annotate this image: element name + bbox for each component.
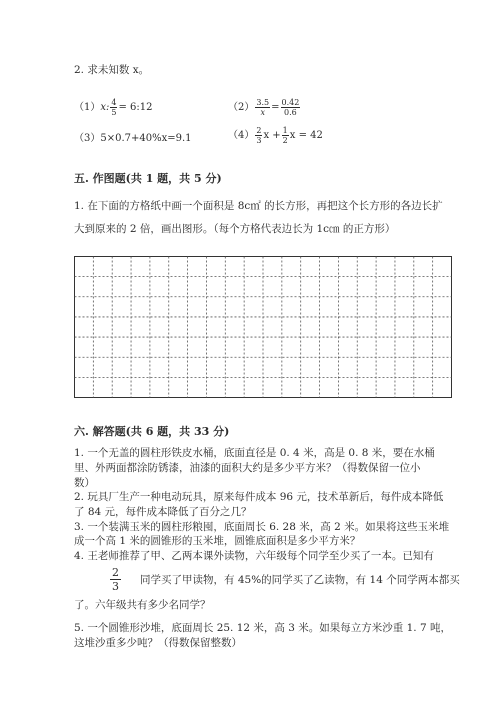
fraction-denominator: 3 <box>112 580 119 593</box>
fraction-4-5 <box>110 98 117 117</box>
fraction-1-2 <box>282 126 289 145</box>
equation-3: （3）5×0.7+40%x=9.1 <box>74 133 192 144</box>
fraction-0.42-0.6 <box>281 98 301 117</box>
fraction-numerator: 4 <box>111 98 117 107</box>
section-5-heading: 五. 作图题(共 1 题，共 5 分) <box>74 172 222 185</box>
problem-1-line-1: 1. 一个无盖的圆柱形铁皮水桶，底面直径是 0. 4 米，高是 0. 8 米，要在水桶 <box>74 447 435 459</box>
section-5-question-line-2: 大到原来的 2 倍，画出图形。（每个方格代表边长为 1c㎝ 的正方形） <box>74 223 396 235</box>
section-6-heading: 六. 解答题(共 6 题，共 33 分) <box>74 425 230 438</box>
problem-4-line-3: 了。六年级共有多少名同学？ <box>74 599 211 611</box>
problem-3-line-2: 成一个高 1 米的圆锥形的玉米堆，圆锥底面积是多少平方米？ <box>74 535 361 547</box>
problem-1-line-3: 数） <box>74 477 95 489</box>
fraction-numerator: 3.5 <box>256 98 270 107</box>
equation-4-post: x = 42 <box>289 130 323 141</box>
fraction-numerator: 1 <box>282 126 288 135</box>
fraction-numerator: 2 <box>112 566 119 579</box>
question-2-title: 2. 求未知数 x。 <box>74 64 150 76</box>
equation-2-label: （2） <box>228 102 255 113</box>
drawing-grid <box>74 256 452 398</box>
problem-4-line-1: 4. 王老师推荐了甲、乙两本课外读物，六年级每个同学至少买了一本。已知有 <box>74 550 434 562</box>
equation-4 <box>228 126 323 145</box>
fraction-denominator: 5 <box>111 108 117 117</box>
problem-2-line-1: 2. 玩具厂生产一种电动玩具，原来每件成本 96 元，技术革新后，每件成本降低 <box>74 491 444 503</box>
equation-4-label: （4） <box>228 130 255 141</box>
problem-4-fraction-2-3 <box>110 566 121 593</box>
fraction-denominator: 2 <box>282 136 288 145</box>
fraction-denominator: 0.6 <box>284 108 297 117</box>
fraction-numerator: 0.42 <box>281 98 300 107</box>
problem-5-line-1: 5. 一个圆锥形沙堆，底面周长 25. 12 米，高 3 米。如果每立方米沙重 1. 7 吨， <box>74 622 451 634</box>
equation-1-label: （1） <box>74 102 101 113</box>
problem-4-line-2: 同学买了甲读物，有 45%的同学买了乙读物，有 14 个同学两本都买 <box>140 574 460 586</box>
problem-3-line-1: 3. 一个装满玉米的圆柱形粮囤，底面周长 6. 28 米，高 2 米。如果将这些玉米堆 <box>74 521 450 533</box>
fraction-2-3 <box>255 126 262 145</box>
problem-5-line-2: 这堆沙重多少吨？（得数保留整数） <box>74 637 242 649</box>
equals-sign: = <box>271 102 280 113</box>
problem-2-line-2: 了 84 元，每件成本降低了百分之几？ <box>74 506 252 518</box>
fraction-numerator: 2 <box>256 126 262 135</box>
equation-4-mid: x + <box>263 130 281 141</box>
section-5-question-line-1: 1. 在下面的方格纸中画一个面积是 8c㎡ 的长方形，再把这个长方形的各边长扩 <box>74 200 443 212</box>
equation-2 <box>228 98 301 117</box>
fraction-denominator: 3 <box>256 136 262 145</box>
fraction-3.5-x <box>255 98 270 117</box>
problem-1-line-2: 里、外两面都涂防锈漆，油漆的面积大约是多少平方米？（得数保留一位小 <box>74 462 421 474</box>
equation-1-pre: x: <box>100 102 110 113</box>
equation-1-post: = 6:12 <box>118 102 153 113</box>
fraction-denominator: x <box>260 108 265 117</box>
equation-1 <box>74 98 153 117</box>
